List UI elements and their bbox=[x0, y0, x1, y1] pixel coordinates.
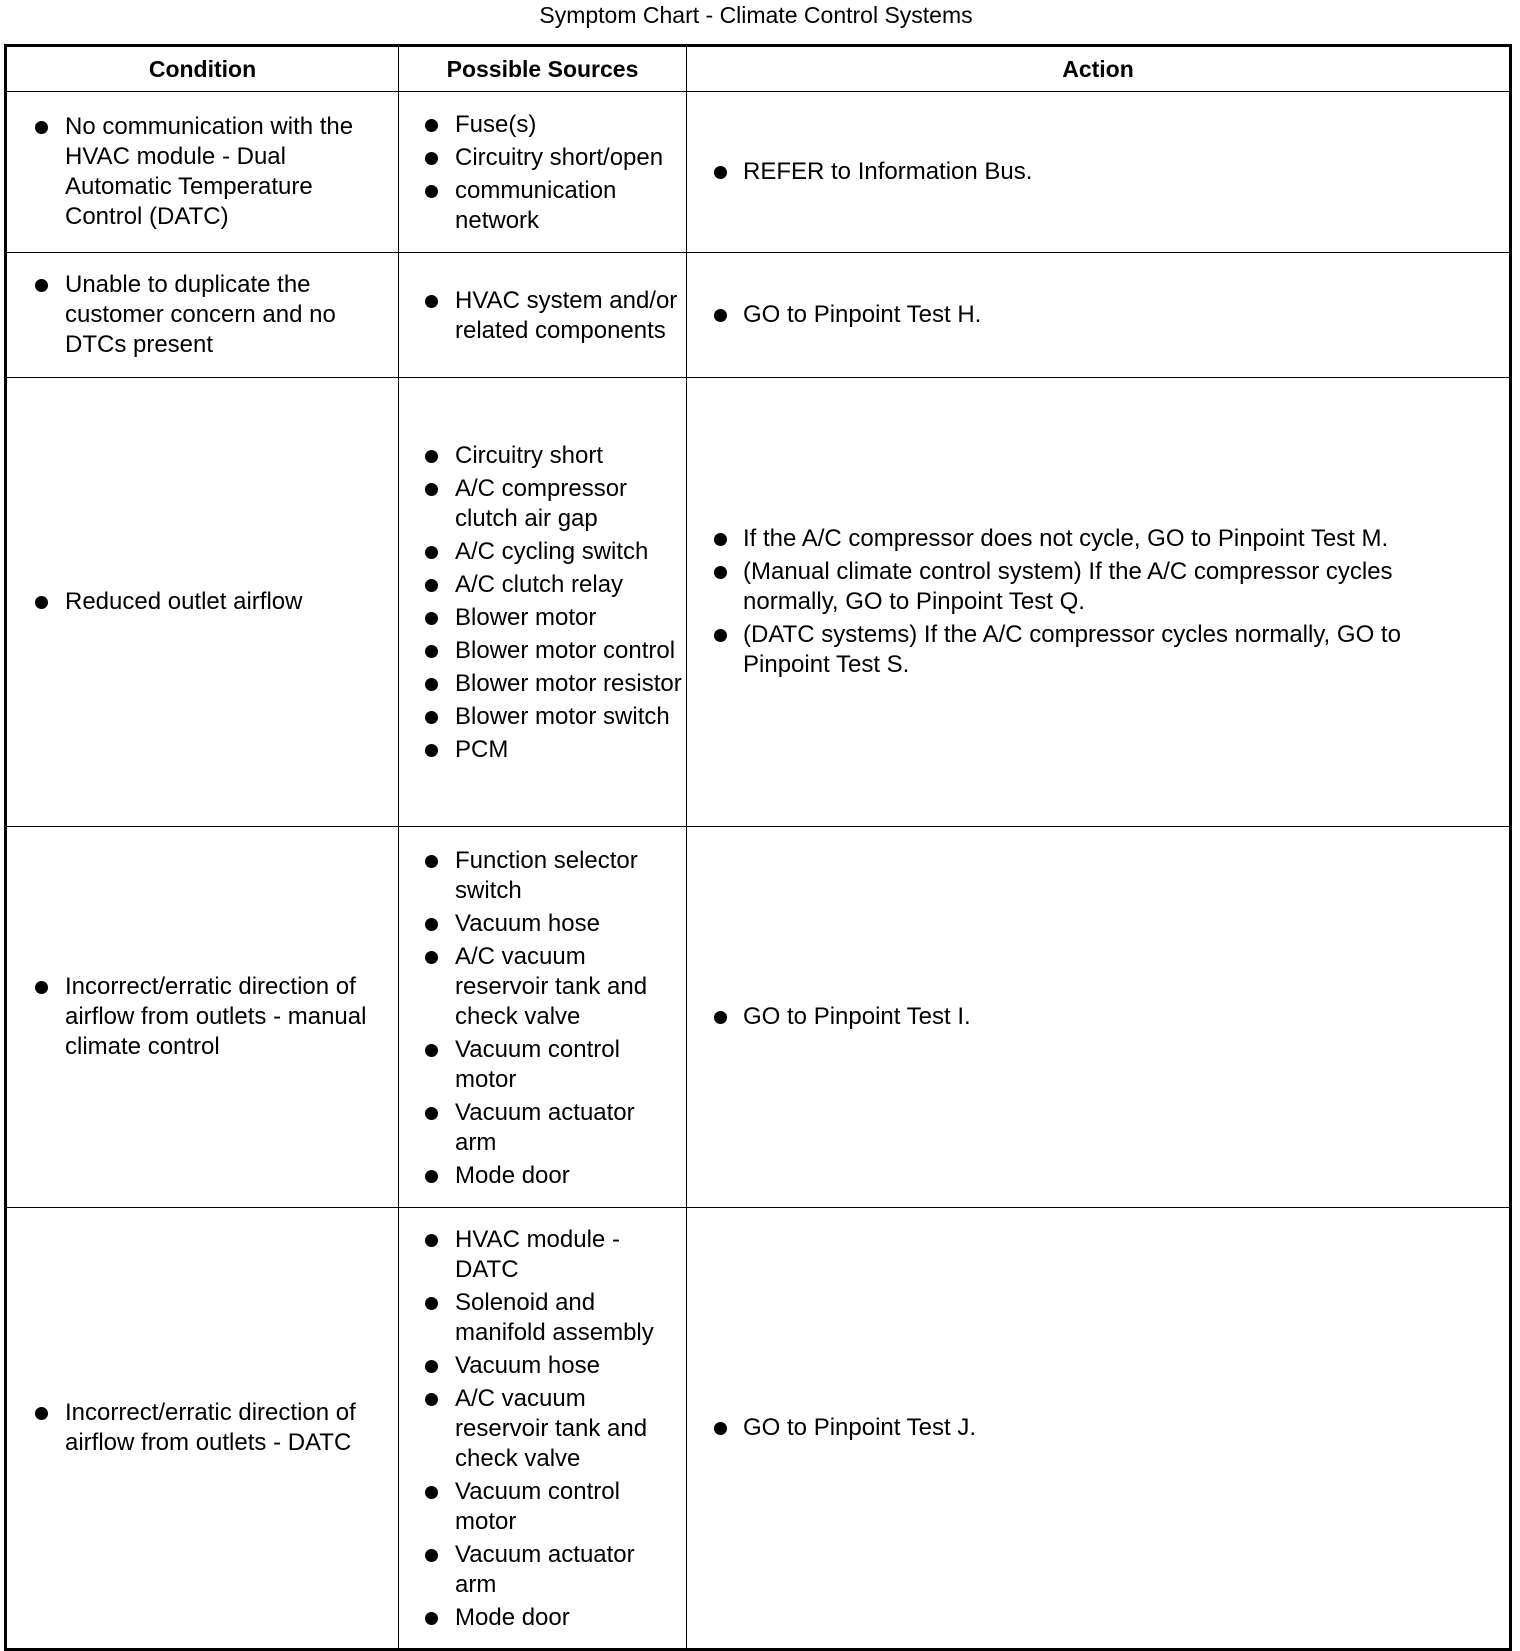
possible-sources-cell bbox=[399, 378, 687, 827]
header-row bbox=[6, 46, 1511, 92]
source-item: A/C vacuum reservoir tank and check valve bbox=[399, 942, 682, 1032]
source-item: A/C vacuum reservoir tank and check valve bbox=[399, 1384, 682, 1474]
source-item: Vacuum hose bbox=[399, 1351, 682, 1381]
action-cell bbox=[687, 1208, 1511, 1650]
source-item: HVAC system and/or related components bbox=[399, 286, 682, 346]
source-item: Blower motor resistor bbox=[399, 669, 682, 699]
condition-list bbox=[7, 112, 386, 232]
condition-cell bbox=[6, 378, 399, 827]
action-item: If the A/C compressor does not cycle, GO to Pinpoint Test M. bbox=[687, 524, 1479, 554]
source-item: Blower motor switch bbox=[399, 702, 682, 732]
condition-list bbox=[7, 1398, 386, 1458]
source-item: A/C compressor clutch air gap bbox=[399, 474, 682, 534]
possible-sources-cell bbox=[399, 92, 687, 253]
source-item: HVAC module - DATC bbox=[399, 1225, 682, 1285]
source-item: A/C clutch relay bbox=[399, 570, 682, 600]
condition-list bbox=[7, 972, 386, 1062]
action-item: GO to Pinpoint Test I. bbox=[687, 1002, 1479, 1032]
column-header-possible-sources: Possible Sources bbox=[399, 46, 687, 92]
source-item: Vacuum actuator arm bbox=[399, 1540, 682, 1600]
condition-cell bbox=[6, 253, 399, 378]
condition-cell bbox=[6, 1208, 399, 1650]
action-list bbox=[687, 1413, 1479, 1443]
possible-sources-list bbox=[399, 441, 682, 765]
source-item: communication network bbox=[399, 176, 682, 236]
action-cell bbox=[687, 827, 1511, 1208]
source-item: Vacuum control motor bbox=[399, 1477, 682, 1537]
source-item: Circuitry short/open bbox=[399, 143, 682, 173]
symptom-chart-table bbox=[4, 44, 1512, 1651]
possible-sources-list bbox=[399, 1225, 682, 1633]
source-item: Solenoid and manifold assembly bbox=[399, 1288, 682, 1348]
source-item: Blower motor bbox=[399, 603, 682, 633]
action-cell bbox=[687, 253, 1511, 378]
source-item: Function selector switch bbox=[399, 846, 682, 906]
condition-item: Reduced outlet airflow bbox=[7, 587, 386, 617]
source-item: Mode door bbox=[399, 1161, 682, 1191]
possible-sources-cell bbox=[399, 827, 687, 1208]
condition-cell bbox=[6, 827, 399, 1208]
source-item: Blower motor control bbox=[399, 636, 682, 666]
condition-item: No communication with the HVAC module - Dual Automatic Temperature Control (DATC) bbox=[7, 112, 386, 232]
action-list bbox=[687, 1002, 1479, 1032]
possible-sources-list bbox=[399, 846, 682, 1191]
condition-item: Incorrect/erratic direction of airflow from outlets - DATC bbox=[7, 1398, 386, 1458]
possible-sources-cell bbox=[399, 253, 687, 378]
condition-item: Incorrect/erratic direction of airflow from outlets - manual climate control bbox=[7, 972, 386, 1062]
table-row bbox=[6, 378, 1511, 827]
action-item: REFER to Information Bus. bbox=[687, 157, 1479, 187]
page-title: Symptom Chart - Climate Control Systems bbox=[539, 2, 973, 28]
condition-list bbox=[7, 270, 386, 360]
table-row bbox=[6, 1208, 1511, 1650]
table-row bbox=[6, 92, 1511, 253]
source-item: Vacuum control motor bbox=[399, 1035, 682, 1095]
action-list bbox=[687, 300, 1479, 330]
column-header-condition: Condition bbox=[6, 46, 399, 92]
action-item: (DATC systems) If the A/C compressor cycles normally, GO to Pinpoint Test S. bbox=[687, 620, 1479, 680]
source-item: Vacuum actuator arm bbox=[399, 1098, 682, 1158]
column-header-action: Action bbox=[687, 46, 1511, 92]
action-list bbox=[687, 157, 1479, 187]
source-item: Fuse(s) bbox=[399, 110, 682, 140]
action-item: GO to Pinpoint Test J. bbox=[687, 1413, 1479, 1443]
possible-sources-list bbox=[399, 286, 682, 346]
possible-sources-list bbox=[399, 110, 682, 236]
action-cell bbox=[687, 378, 1511, 827]
condition-cell bbox=[6, 92, 399, 253]
action-item: GO to Pinpoint Test H. bbox=[687, 300, 1479, 330]
source-item: Circuitry short bbox=[399, 441, 682, 471]
action-item: (Manual climate control system) If the A/C compressor cycles normally, GO to Pinpoint Test Q. bbox=[687, 557, 1479, 617]
condition-list bbox=[7, 587, 386, 617]
action-cell bbox=[687, 92, 1511, 253]
source-item: Mode door bbox=[399, 1603, 682, 1633]
possible-sources-cell bbox=[399, 1208, 687, 1650]
table-row bbox=[6, 253, 1511, 378]
condition-item: Unable to duplicate the customer concern and no DTCs present bbox=[7, 270, 386, 360]
source-item: PCM bbox=[399, 735, 682, 765]
table-row bbox=[6, 827, 1511, 1208]
source-item: Vacuum hose bbox=[399, 909, 682, 939]
source-item: A/C cycling switch bbox=[399, 537, 682, 567]
action-list bbox=[687, 524, 1479, 680]
